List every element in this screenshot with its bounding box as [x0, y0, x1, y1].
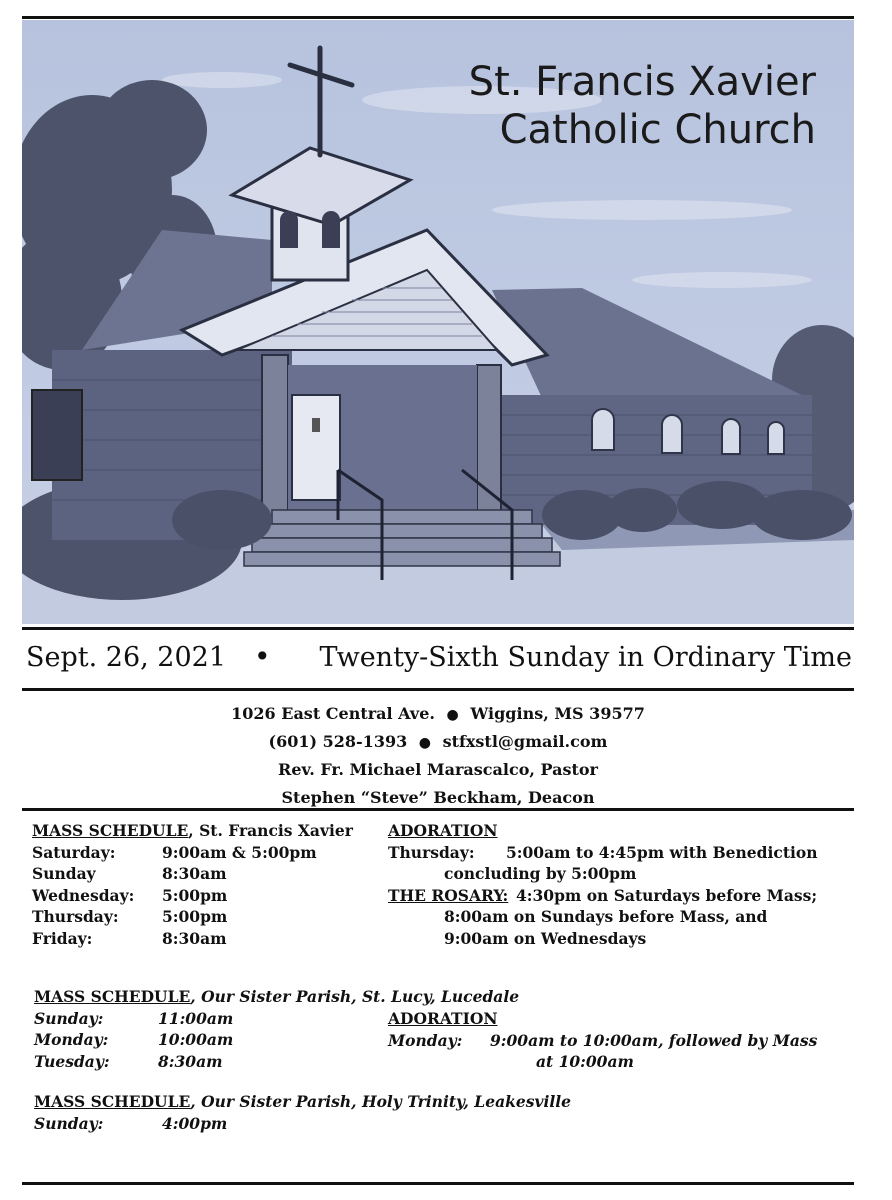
adoration-line: [388, 863, 838, 885]
schedule-time: 4:00pm: [162, 1113, 228, 1133]
schedule-time: 8:30am: [162, 864, 227, 883]
adoration-time-continued: at 10:00am: [536, 1052, 634, 1071]
adoration-heading: [388, 1008, 828, 1030]
separator-dot: ●: [446, 707, 459, 723]
schedule-heading: [34, 986, 554, 1008]
rosary-time: 4:30pm on Saturdays before Mass;: [516, 885, 818, 905]
liturgical-occasion: Twenty-Sixth Sunday in Ordinary Time: [319, 642, 852, 673]
phone-email-line: [22, 728, 854, 756]
schedule-row: [32, 842, 372, 864]
schedule-row: [34, 1113, 594, 1135]
date-banner: [22, 636, 854, 686]
schedule-heading-suffix: , Our Sister Parish, Holy Trinity, Leakesville: [190, 1092, 571, 1111]
schedule-day: Monday:: [34, 1030, 109, 1049]
stfx-adoration: [388, 820, 838, 949]
adoration-heading-label: ADORATION: [388, 821, 498, 840]
rosary-line: [388, 906, 838, 928]
schedule-day: Thursday:: [32, 907, 119, 926]
rosary-heading: THE ROSARY:: [388, 885, 509, 905]
schedule-row: [32, 906, 372, 928]
banner-bullet: •: [254, 640, 271, 673]
adoration-day: Thursday:: [388, 842, 475, 862]
church-name-line2: Catholic Church: [499, 107, 816, 153]
adoration-line: [388, 1051, 828, 1073]
adoration-heading-label: ADORATION: [388, 1009, 498, 1028]
schedule-day: Sunday:: [34, 1008, 104, 1028]
bottom-rule: [22, 1182, 854, 1185]
schedule-day: Tuesday:: [34, 1051, 110, 1071]
schedule-heading: [34, 1091, 594, 1113]
schedule-row: [32, 863, 372, 885]
schedule-time: 8:30am: [162, 928, 227, 948]
deacon-line: Stephen “Steve” Beckham, Deacon: [281, 788, 595, 807]
banner-bottom-rule: [22, 688, 854, 691]
image-bottom-rule: [22, 627, 854, 630]
top-rule: [22, 16, 854, 19]
church-name: [469, 58, 816, 154]
adoration-line: [388, 842, 838, 864]
schedule-heading-label: MASS SCHEDULE: [34, 987, 191, 1006]
adoration-time: 5:00am to 4:45pm with Benediction: [506, 842, 818, 862]
schedule-heading-suffix: , St. Francis Xavier: [188, 821, 353, 840]
address-line: [22, 700, 854, 728]
adoration-heading: [388, 820, 838, 842]
email-address[interactable]: stfxstl@gmail.com: [442, 732, 608, 751]
rosary-line: [388, 928, 838, 950]
schedule-time: 5:00pm: [162, 885, 228, 905]
schedule-row: [32, 885, 372, 907]
schedule-day: Sunday:: [34, 1113, 104, 1133]
holytrinity-mass-schedule: [34, 1091, 594, 1134]
schedule-heading-suffix: , Our Sister Parish, St. Lucy, Lucedale: [190, 987, 520, 1006]
stlucy-adoration: [388, 1008, 828, 1073]
schedule-day: Saturday:: [32, 842, 116, 862]
church-illustration: [22, 20, 854, 624]
pastor-line: Rev. Fr. Michael Marascalco, Pastor: [278, 760, 598, 779]
adoration-line: [388, 1030, 828, 1052]
schedule-time: 5:00pm: [162, 907, 228, 926]
schedule-day: Wednesday:: [32, 885, 135, 905]
schedule-heading-label: MASS SCHEDULE: [32, 821, 189, 840]
schedule-time: 9:00am & 5:00pm: [162, 842, 317, 862]
street-address: 1026 East Central Ave.: [231, 704, 435, 723]
rosary-line: [388, 885, 838, 907]
rosary-time: 8:00am on Sundays before Mass, and: [444, 907, 768, 926]
schedule-row: [32, 928, 372, 950]
schedule-time: 10:00am: [158, 1030, 234, 1049]
schedule-time: 8:30am: [158, 1051, 223, 1071]
schedule-day: Friday:: [32, 928, 93, 948]
adoration-time: 9:00am to 10:00am, followed by Mass: [490, 1030, 818, 1050]
contact-bottom-rule: [22, 808, 854, 811]
phone-number: (601) 528-1393: [268, 732, 408, 751]
city-state-zip: Wiggins, MS 39577: [470, 704, 645, 723]
schedule-time: 11:00am: [158, 1008, 234, 1028]
stfx-mass-schedule: [32, 820, 372, 949]
schedule-heading-label: MASS SCHEDULE: [34, 1092, 191, 1111]
contact-block: [22, 700, 854, 812]
church-name-line1: St. Francis Xavier: [468, 59, 816, 105]
adoration-time-continued: concluding by 5:00pm: [444, 864, 637, 883]
adoration-day: Monday:: [388, 1030, 463, 1050]
schedule-heading: [32, 820, 372, 842]
bulletin-date: Sept. 26, 2021: [26, 642, 227, 673]
schedule-day: Sunday: [32, 864, 96, 883]
rosary-time: 9:00am on Wednesdays: [444, 928, 647, 948]
separator-dot: ●: [418, 735, 432, 751]
